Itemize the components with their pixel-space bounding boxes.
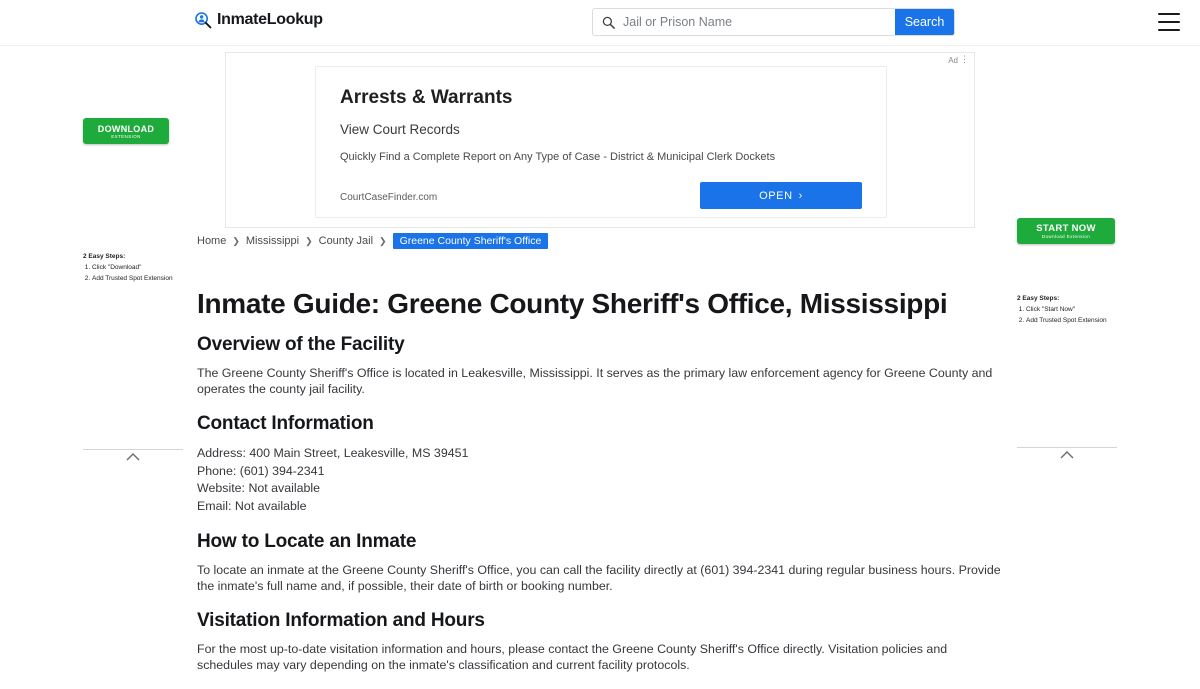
breadcrumb-item-home[interactable]: Home: [197, 235, 227, 247]
contact-email-row: [197, 498, 1002, 516]
contact-address-value: 400 Main Street, Leakesville, MS 39451: [249, 446, 469, 460]
left-rail-step-1: 1. Click "Download": [92, 263, 183, 273]
right-rail-divider: [1017, 447, 1117, 448]
more-options-icon[interactable]: ⋮: [960, 54, 969, 64]
ad-label: Ad: [948, 56, 958, 65]
search-bar: [592, 8, 955, 36]
contact-phone-label: Phone:: [197, 463, 237, 478]
magnifier-person-icon: [194, 11, 212, 29]
ad-cta-label: OPEN: [759, 189, 793, 202]
chevron-up-icon[interactable]: [1017, 450, 1117, 460]
breadcrumb-item-current: Greene County Sheriff's Office: [393, 233, 549, 249]
breadcrumb-item-state[interactable]: Mississippi: [245, 235, 300, 247]
right-ad-rail: [1017, 218, 1117, 460]
contact-website-label: Website:: [197, 481, 245, 496]
start-now-button[interactable]: [1017, 218, 1115, 244]
contact-email-label: Email:: [197, 498, 232, 513]
right-rail-steps-header: 2 Easy Steps:: [1017, 295, 1060, 302]
search-button[interactable]: Search: [895, 9, 954, 35]
left-rail-steps-header: 2 Easy Steps:: [83, 253, 126, 260]
chevron-up-icon[interactable]: [83, 452, 183, 462]
contact-email-value: Not available: [234, 498, 307, 513]
ad-title: Arrests & Warrants: [340, 87, 513, 108]
search-icon: [593, 9, 619, 35]
chevron-right-icon: ❯: [379, 235, 387, 246]
right-rail-steps: [1017, 294, 1117, 325]
download-button-line1: DOWNLOAD: [97, 123, 155, 134]
chevron-right-icon: ›: [798, 189, 803, 202]
brand-logo[interactable]: [194, 11, 323, 29]
section-text-locate: To locate an inmate at the Greene County Sheriff's Office, you can call the facility directly at (601) 394-2341 during regular business hours. Provide the inmate's full name and, if possible, their date of birth or booking number.: [197, 563, 1001, 593]
right-rail-step-1: 1. Click "Start Now": [1026, 305, 1117, 315]
download-extension-button[interactable]: [83, 118, 169, 144]
section-text-visitation: For the most up-to-date visitation information and hours, please contact the Greene County Sheriff's Office directly. Visitation policies and schedules may vary depending on the inmate's classification and current facility protocols.: [197, 642, 948, 672]
section-heading-overview: Overview of the Facility: [197, 334, 405, 355]
ad-url: CourtCaseFinder.com: [340, 192, 438, 203]
chevron-right-icon: ❯: [232, 235, 240, 246]
left-rail-steps: [83, 252, 183, 283]
start-button-line1: START NOW: [1036, 223, 1096, 234]
left-ad-rail: [83, 118, 183, 462]
breadcrumb-item-category[interactable]: County Jail: [318, 235, 374, 247]
section-heading-locate: How to Locate an Inmate: [197, 531, 417, 553]
contact-website-value: Not available: [248, 481, 321, 496]
search-input[interactable]: [619, 9, 895, 35]
page-title: Inmate Guide: Greene County Sheriff's Office, Mississippi: [197, 288, 948, 319]
breadcrumb: [197, 233, 548, 249]
contact-address-row: [197, 445, 1002, 463]
section-heading-visitation: Visitation Information and Hours: [197, 610, 485, 632]
contact-phone-row: [197, 463, 1002, 481]
site-header: [0, 0, 1200, 46]
section-heading-contact: Contact Information: [197, 413, 374, 434]
contact-address-label: Address:: [197, 446, 246, 460]
ad-card[interactable]: [315, 66, 887, 218]
contact-phone-value: (601) 394-2341: [239, 463, 325, 478]
contact-information: [197, 445, 1002, 515]
left-rail-step-2: 2. Add Trusted Spot Extension: [92, 274, 183, 284]
contact-website-row: [197, 480, 1002, 498]
article-content: [197, 288, 1002, 689]
brand-name: InmateLookup: [217, 11, 323, 28]
ad-subtitle: View Court Records: [340, 122, 460, 137]
chevron-right-icon: ❯: [305, 235, 313, 246]
hamburger-menu-icon[interactable]: [1158, 13, 1180, 31]
top-advertisement: [225, 52, 975, 228]
ad-open-button[interactable]: [700, 182, 862, 209]
section-text-overview: The Greene County Sheriff's Office is located in Leakesville, Mississippi. It serves as the primary law enforcement agency for Greene County and operates the county jail facility.: [197, 366, 993, 396]
download-button-line2: EXTENSION: [111, 133, 141, 139]
right-rail-step-2: 2. Add Trusted Spot Extension: [1026, 316, 1117, 326]
ad-description: Quickly Find a Complete Report on Any Type of Case - District & Municipal Clerk Dockets: [340, 151, 776, 163]
left-rail-divider: [83, 449, 183, 450]
start-button-line2: Download Extension: [1041, 234, 1091, 239]
